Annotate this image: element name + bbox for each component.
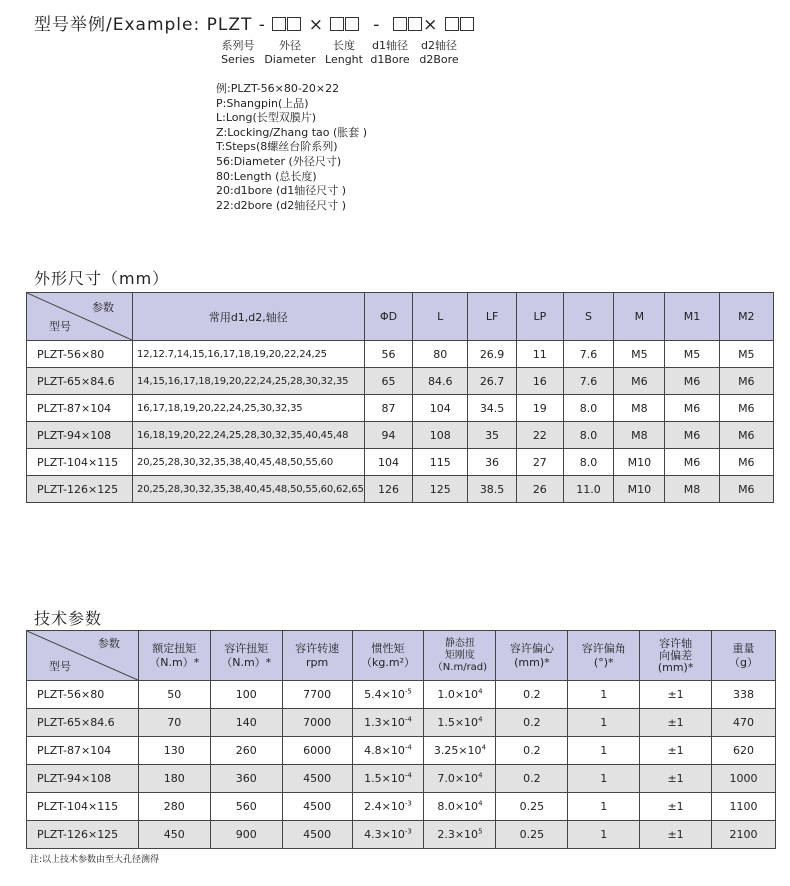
angular-cell: 1 [568, 709, 640, 737]
column-d1bore: d1轴径 d1Bore [370, 39, 410, 66]
m1-cell: M6 [665, 395, 719, 422]
angular-cell: 1 [568, 737, 640, 765]
bores-cell: 16,18,19,20,22,24,25,28,30,32,35,40,45,48 [133, 422, 365, 449]
placeholder-boxes [393, 15, 423, 35]
weight-cell: 470 [712, 709, 776, 737]
header-eccentric: 容许偏心 (mm)* [496, 631, 568, 681]
speed-cell: 4500 [282, 821, 352, 849]
axial-cell: ±1 [640, 709, 712, 737]
header-stiffness: 静态扭 矩刚度 （N.m/rad) [424, 631, 496, 681]
axial-cell: ±1 [640, 821, 712, 849]
example-line: 80:Length (总长度) [216, 169, 317, 183]
lp-cell: 26 [517, 476, 564, 503]
l-cell: 125 [413, 476, 468, 503]
table-row [27, 821, 776, 849]
od-cell: 87 [364, 395, 413, 422]
header-m: M [614, 293, 665, 341]
model-cell: PLZT-56×80 [27, 681, 139, 709]
lf-cell: 35 [468, 422, 517, 449]
s-cell: 8.0 [563, 422, 614, 449]
eccentric-cell: 0.2 [496, 737, 568, 765]
m1-cell: M5 [665, 341, 719, 368]
m2-cell: M5 [719, 341, 773, 368]
angular-cell: 1 [568, 793, 640, 821]
s-cell: 8.0 [563, 449, 614, 476]
model-cell: PLZT-94×108 [27, 422, 133, 449]
lp-cell: 27 [517, 449, 564, 476]
header-m2: M2 [719, 293, 773, 341]
model-cell: PLZT-94×108 [27, 765, 139, 793]
weight-cell: 2100 [712, 821, 776, 849]
stiffness-cell: $7.0\times 10^4$ [424, 765, 496, 793]
allow-torque-cell: 260 [210, 737, 282, 765]
model-cell: PLZT-126×125 [27, 476, 133, 503]
dimensions-title: 外形尺寸（mm） [34, 269, 170, 288]
rated-torque-cell: 50 [138, 681, 210, 709]
dimensions-table [26, 292, 774, 503]
od-cell: 65 [364, 368, 413, 395]
allow-torque-cell: 140 [210, 709, 282, 737]
lf-cell: 26.7 [468, 368, 517, 395]
m1-cell: M6 [665, 449, 719, 476]
s-cell: 7.6 [563, 368, 614, 395]
header-od: ΦD [364, 293, 413, 341]
example-title [34, 10, 475, 35]
corner-model-label: 型号 [49, 660, 71, 673]
lf-cell: 38.5 [468, 476, 517, 503]
dash-sign: - [373, 15, 381, 35]
placeholder-boxes [445, 15, 475, 35]
m2-cell: M6 [719, 449, 773, 476]
speed-cell: 4500 [282, 793, 352, 821]
placeholder-boxes [272, 15, 302, 35]
od-cell: 94 [364, 422, 413, 449]
stiffness-cell: $2.3\times 10^5$ [424, 821, 496, 849]
lf-cell: 26.9 [468, 341, 517, 368]
m-cell: M8 [614, 422, 665, 449]
example-line: 22:d2bore (d2轴径尺寸 ) [216, 198, 347, 212]
dimensions-header-row [27, 293, 774, 341]
angular-cell: 1 [568, 821, 640, 849]
m1-cell: M8 [665, 476, 719, 503]
header-bores: 常用d1,d2,轴径 [133, 293, 365, 341]
model-cell: PLZT-87×104 [27, 737, 139, 765]
m1-cell: M6 [665, 368, 719, 395]
inertia-cell: $4.3\times 10^{-3}$ [352, 821, 424, 849]
l-cell: 84.6 [413, 368, 468, 395]
allow-torque-cell: 360 [210, 765, 282, 793]
corner-header [27, 631, 139, 681]
s-cell: 11.0 [563, 476, 614, 503]
lp-cell: 22 [517, 422, 564, 449]
example-line: L:Long(长型双膜片) [216, 111, 317, 125]
corner-model-label: 型号 [49, 320, 71, 333]
table-row [27, 395, 774, 422]
example-prefix: 型号举例/Example: PLZT - [34, 15, 266, 35]
axial-cell: ±1 [640, 681, 712, 709]
header-lp: LP [517, 293, 564, 341]
model-cell: PLZT-104×115 [27, 793, 139, 821]
column-d2bore: d2轴径 d2Bore [419, 39, 459, 66]
example-line: 56:Diameter (外径尺寸) [216, 154, 342, 168]
l-cell: 108 [413, 422, 468, 449]
table-row [27, 709, 776, 737]
weight-cell: 620 [712, 737, 776, 765]
footnote: 注:以上技术参数由至大孔径测得 [30, 855, 160, 865]
bores-cell: 16,17,18,19,20,22,24,25,30,32,35 [133, 395, 365, 422]
table-row [27, 449, 774, 476]
weight-cell: 1100 [712, 793, 776, 821]
corner-param-label: 参数 [97, 637, 120, 650]
header-axial: 容许轴 向偏差 (mm)* [640, 631, 712, 681]
example-legend [216, 82, 367, 213]
rated-torque-cell: 280 [138, 793, 210, 821]
model-cell: PLZT-87×104 [27, 395, 133, 422]
example-line: T:Steps(8螺丝台阶系列) [216, 140, 338, 154]
eccentric-cell: 0.25 [496, 793, 568, 821]
inertia-cell: $1.3\times 10^{-4}$ [352, 709, 424, 737]
bores-cell: 20,25,28,30,32,35,38,40,45,48,50,55,60,62,65 [133, 476, 365, 503]
table-row [27, 368, 774, 395]
speed-cell: 7000 [282, 709, 352, 737]
example-line: P:Shangpin(上品) [216, 96, 309, 110]
allow-torque-cell: 100 [210, 681, 282, 709]
m-cell: M10 [614, 449, 665, 476]
example-line: 例:PLZT-56×80-20×22 [216, 82, 340, 95]
model-cell: PLZT-126×125 [27, 821, 139, 849]
l-cell: 80 [413, 341, 468, 368]
model-cell: PLZT-104×115 [27, 449, 133, 476]
model-cell: PLZT-65×84.6 [27, 368, 133, 395]
m2-cell: M6 [719, 422, 773, 449]
weight-cell: 1000 [712, 765, 776, 793]
s-cell: 8.0 [563, 395, 614, 422]
m2-cell: M6 [719, 368, 773, 395]
header-rated-torque: 额定扭矩 （N.m）* [138, 631, 210, 681]
rated-torque-cell: 450 [138, 821, 210, 849]
bores-cell: 20,25,28,30,32,35,38,40,45,48,50,55,60 [133, 449, 365, 476]
header-weight: 重量 （g） [712, 631, 776, 681]
lf-cell: 34.5 [468, 395, 517, 422]
allow-torque-cell: 900 [210, 821, 282, 849]
l-cell: 104 [413, 395, 468, 422]
technical-table [26, 630, 776, 849]
angular-cell: 1 [568, 681, 640, 709]
l-cell: 115 [413, 449, 468, 476]
technical-header-row [27, 631, 776, 681]
m-cell: M8 [614, 395, 665, 422]
placeholder-boxes [330, 15, 360, 35]
inertia-cell: $2.4\times 10^{-3}$ [352, 793, 424, 821]
example-line: 20:d1bore (d1轴径尺寸 ) [216, 184, 347, 198]
m2-cell: M6 [719, 395, 773, 422]
header-speed: 容许转速 rpm [282, 631, 352, 681]
corner-param-label: 参数 [92, 301, 115, 314]
m-cell: M5 [614, 341, 665, 368]
column-series: 系列号 Series [221, 39, 255, 66]
m-cell: M10 [614, 476, 665, 503]
header-l: L [413, 293, 468, 341]
header-allow-torque: 容许扭矩 （N.m）* [210, 631, 282, 681]
times-sign: × [308, 15, 324, 35]
table-row [27, 341, 774, 368]
rated-torque-cell: 130 [138, 737, 210, 765]
lp-cell: 19 [517, 395, 564, 422]
axial-cell: ±1 [640, 737, 712, 765]
model-cell: PLZT-56×80 [27, 341, 133, 368]
header-s: S [563, 293, 614, 341]
technical-title: 技术参数 [34, 609, 103, 628]
column-diameter: 外径 Diameter [264, 39, 316, 66]
m2-cell: M6 [719, 476, 773, 503]
stiffness-cell: $8.0\times 10^4$ [424, 793, 496, 821]
eccentric-cell: 0.2 [496, 681, 568, 709]
table-row [27, 765, 776, 793]
stiffness-cell: $1.5\times 10^4$ [424, 709, 496, 737]
od-cell: 104 [364, 449, 413, 476]
table-row [27, 476, 774, 503]
eccentric-cell: 0.2 [496, 709, 568, 737]
rated-torque-cell: 180 [138, 765, 210, 793]
angular-cell: 1 [568, 765, 640, 793]
eccentric-cell: 0.25 [496, 821, 568, 849]
m1-cell: M6 [665, 422, 719, 449]
header-inertia: 惯性矩 （kg.m²） [352, 631, 424, 681]
table-row [27, 737, 776, 765]
eccentric-cell: 0.2 [496, 765, 568, 793]
lp-cell: 16 [517, 368, 564, 395]
allow-torque-cell: 560 [210, 793, 282, 821]
s-cell: 7.6 [563, 341, 614, 368]
speed-cell: 6000 [282, 737, 352, 765]
weight-cell: 338 [712, 681, 776, 709]
example-line: Z:Locking/Zhang tao (胀套 ) [216, 125, 368, 139]
inertia-cell: $4.8\times 10^{-4}$ [352, 737, 424, 765]
axial-cell: ±1 [640, 793, 712, 821]
times-sign: × [423, 15, 439, 35]
od-cell: 126 [364, 476, 413, 503]
rated-torque-cell: 70 [138, 709, 210, 737]
corner-header [27, 293, 133, 341]
m-cell: M6 [614, 368, 665, 395]
stiffness-cell: $1.0\times 10^4$ [424, 681, 496, 709]
lf-cell: 36 [468, 449, 517, 476]
header-lf: LF [468, 293, 517, 341]
table-row [27, 681, 776, 709]
axial-cell: ±1 [640, 765, 712, 793]
bores-cell: 12,12.7,14,15,16,17,18,19,20,22,24,25 [133, 341, 365, 368]
speed-cell: 7700 [282, 681, 352, 709]
header-m1: M1 [665, 293, 719, 341]
inertia-cell: $1.5\times 10^{-4}$ [352, 765, 424, 793]
od-cell: 56 [364, 341, 413, 368]
bores-cell: 14,15,16,17,18,19,20,22,24,25,28,30,32,35 [133, 368, 365, 395]
header-angular: 容许偏角 (°)* [568, 631, 640, 681]
table-row [27, 793, 776, 821]
stiffness-cell: $3.25\times 10^4$ [424, 737, 496, 765]
speed-cell: 4500 [282, 765, 352, 793]
lp-cell: 11 [517, 341, 564, 368]
model-cell: PLZT-65×84.6 [27, 709, 139, 737]
column-length: 长度 Lenght [325, 39, 363, 66]
inertia-cell: $5.4\times 10^{-5}$ [352, 681, 424, 709]
table-row [27, 422, 774, 449]
